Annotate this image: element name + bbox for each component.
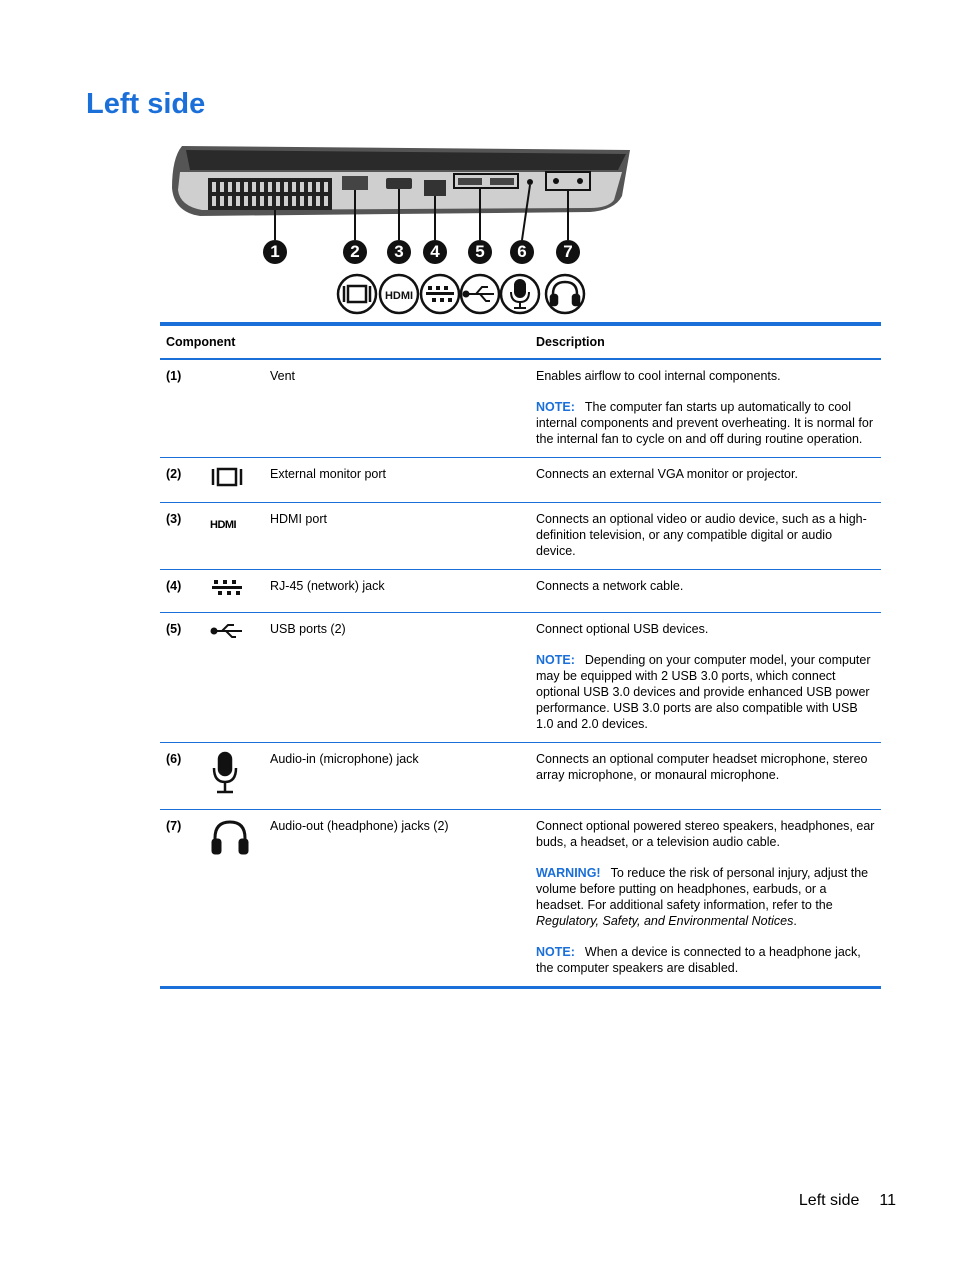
description-text: When a device is connected to a headphone jack, the computer speakers are disabled.: [536, 945, 861, 975]
vga-monitor-icon: [210, 477, 244, 491]
component-number: (7): [166, 819, 182, 833]
component-number: (6): [160, 743, 204, 810]
usb-icon: [464, 287, 495, 301]
headphone-icon: [210, 845, 250, 859]
description-paragraph: [536, 818, 875, 850]
callout-3: 3: [387, 240, 411, 264]
callout-5: 5: [468, 240, 492, 264]
microphone-icon: [511, 280, 529, 308]
component-number: (5): [160, 613, 204, 743]
component-number: (4): [160, 570, 204, 613]
callout-1: 1: [263, 240, 287, 264]
note-label: NOTE:: [536, 400, 575, 414]
component-name: RJ-45 (network) jack: [264, 570, 530, 613]
component-name: External monitor port: [264, 458, 530, 503]
document-title-reference: Regulatory, Safety, and Environmental Notices: [536, 914, 794, 928]
component-icon-cell: [204, 359, 264, 458]
network-icon: [426, 286, 454, 302]
component-name: Vent: [264, 359, 530, 458]
component-description: [530, 503, 881, 570]
description-text: Connects a network cable.: [536, 579, 684, 593]
component-icon-cell: [204, 570, 264, 613]
callout-4: 4: [423, 240, 447, 264]
page-footer: [799, 1192, 896, 1210]
port-icon-strip: [336, 272, 596, 316]
description-text-end: .: [793, 914, 797, 928]
description-paragraph: [536, 399, 875, 447]
component-description: [530, 810, 881, 988]
note-label: WARNING!: [536, 866, 601, 880]
description-text: Connect optional powered stereo speakers, headphones, ear buds, a headset, or a television audio cable.: [536, 819, 875, 849]
component-description: [530, 570, 881, 613]
table-row: [160, 810, 881, 988]
laptop-left-side-figure: [160, 140, 640, 316]
callout-7: 7: [556, 240, 580, 264]
description-text: Depending on your computer model, your computer may be equipped with 2 USB 3.0 ports, which connect optional USB 3.0 devices and provide enhanced USB power performance. USB 3.0 ports are also compatible with USB 1.0 and 2.0 devices.: [536, 653, 871, 731]
component-name: USB ports (2): [264, 613, 530, 743]
note-label: NOTE:: [536, 653, 575, 667]
component-icon-cell: [204, 810, 264, 988]
description-text: Connects an optional video or audio device, such as a high-definition television, or any compatible digital or audio device.: [536, 512, 867, 558]
description-paragraph: [536, 865, 875, 929]
page-number: 11: [879, 1192, 896, 1209]
description-text: To reduce the risk of personal injury, adjust the volume before putting on headphones, earbuds, or a headset. For additional safety information, refer to the: [536, 866, 869, 912]
component-icon-cell: [204, 743, 264, 810]
table-row: [160, 503, 881, 570]
page-title: Left side: [86, 88, 206, 120]
description-paragraph: [536, 944, 875, 976]
description-paragraph: [536, 578, 875, 594]
hdmi-icon: HDMI: [384, 290, 414, 302]
vga-monitor-icon: [344, 286, 370, 302]
table-row: [160, 570, 881, 613]
table-header-row: [160, 324, 881, 359]
footer-label: Left side: [798, 1192, 860, 1209]
component-icon-cell: [204, 458, 264, 503]
table-row: [160, 359, 881, 458]
description-paragraph: [536, 751, 875, 783]
description-text: Connects an optional computer headset microphone, stereo array microphone, or monaural microphone.: [536, 752, 868, 782]
table-row: [160, 613, 881, 743]
header-component: Component: [160, 324, 530, 359]
callout-2: 2: [343, 240, 367, 264]
hdmi-icon: HDMI: [210, 519, 237, 531]
table-row: [160, 743, 881, 810]
component-description: [530, 458, 881, 503]
component-table: [160, 322, 881, 989]
description-paragraph: [536, 652, 875, 732]
description-paragraph: [536, 511, 875, 559]
network-icon: [210, 587, 244, 601]
description-text: The computer fan starts up automatically to cool internal components and prevent overheating. It is normal for the internal fan to cycle on and off during routine operation.: [536, 400, 874, 446]
component-description: [530, 743, 881, 810]
description-text: Connects an external VGA monitor or projector.: [536, 467, 798, 481]
header-description: Description: [530, 324, 881, 359]
component-number: (2): [160, 458, 204, 503]
component-icon-cell: [204, 613, 264, 743]
component-name: Audio-in (microphone) jack: [264, 743, 530, 810]
component-name: Audio-out (headphone) jacks (2): [270, 819, 449, 833]
usb-icon: [210, 630, 244, 644]
headphone-icon: [551, 282, 579, 305]
component-number: (1): [160, 359, 204, 458]
description-text: Connect optional USB devices.: [536, 622, 709, 636]
description-paragraph: [536, 621, 875, 637]
component-description: [530, 613, 881, 743]
description-paragraph: [536, 368, 875, 384]
description-text: Enables airflow to cool internal components.: [536, 369, 781, 383]
description-paragraph: [536, 466, 875, 482]
component-icon-cell: [204, 503, 264, 570]
component-description: [530, 359, 881, 458]
table-row: [160, 458, 881, 503]
callout-numbers: [160, 240, 640, 270]
component-number: (3): [160, 503, 204, 570]
note-label: NOTE:: [536, 945, 575, 959]
callout-6: 6: [510, 240, 534, 264]
component-name: HDMI port: [264, 503, 530, 570]
microphone-icon: [210, 784, 240, 798]
